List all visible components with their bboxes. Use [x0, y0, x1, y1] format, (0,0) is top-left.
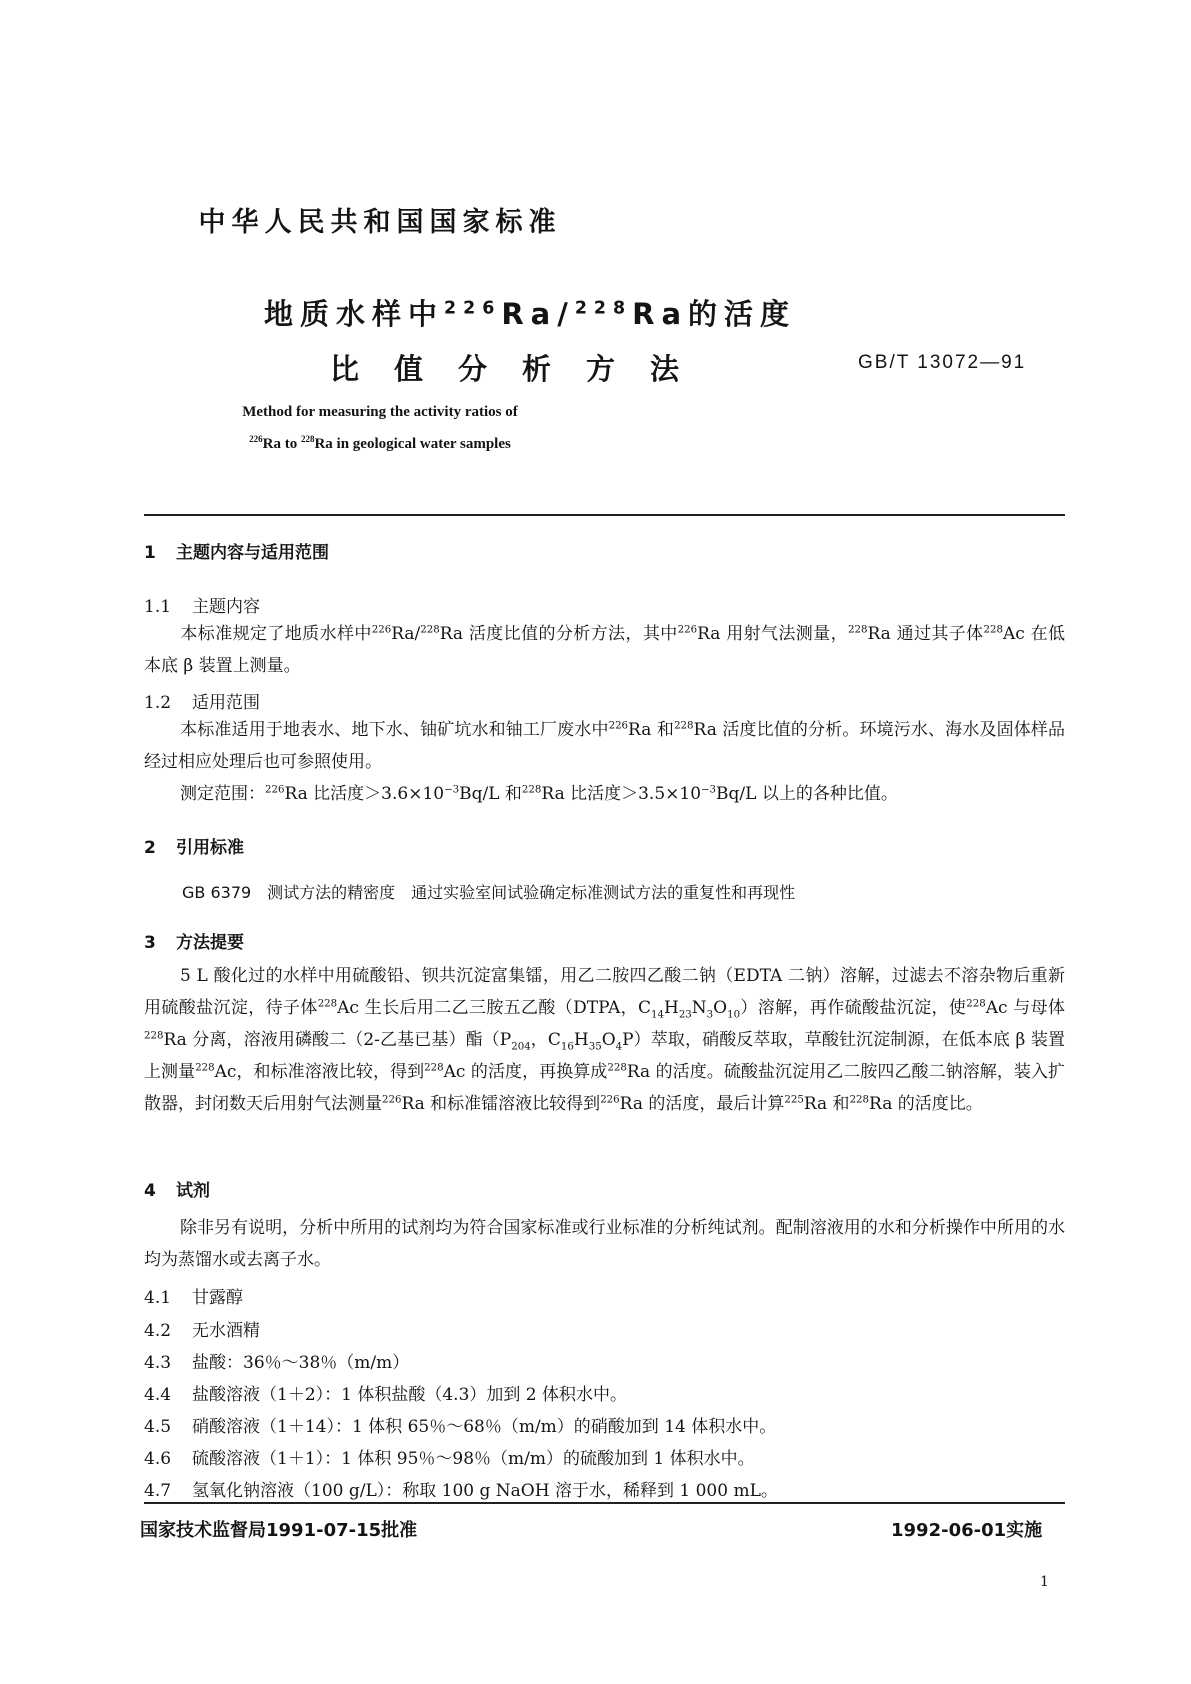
english-title-line1: Method for measuring the activity ratios of	[242, 404, 518, 420]
section-3-heading: 3 方法提要	[144, 933, 244, 953]
reagent-item: 4.1 甘露醇	[144, 1288, 243, 1308]
header-divider	[144, 514, 1065, 516]
effective-date: 1992-06-01实施	[891, 1520, 1043, 1541]
standard-category-title: 中华人民共和国国家标准	[198, 207, 562, 238]
section-1-1-paragraph: 本标准规定了地质水样中$^{226}$Ra/$^{228}$Ra 活度比值的分析方法，其中$^{226}$Ra 用射气法测量，$^{228}$Ra 通过其子体$^{228}$Ac 在低本底 β 装置上测量。	[144, 624, 1065, 676]
measurement-range-paragraph: 测定范围：$^{226}$Ra 比活度$>3.6\times 10^{-3}Bq/L$ 和$^{228}$Ra 比活度$>3.5\times 10^{-3}Bq/L$ 以上的各种比值。	[180, 784, 898, 804]
method-summary-paragraph: 5 L 酸化过的水样中用硫酸铅、钡共沉淀富集镭，用乙二胺四乙酸二钠（EDTA 二钠）溶解，过滤去不溶杂物后重新用硫酸盐沉淀，待子体$^{228}$Ac 生长后用二乙三胺五乙酸（DTPA，$C_{14}H_{23}N_3O_{10}$）溶解，再作硫酸盐沉淀，使$^{228}$Ac 与母体$^{228}$Ra 分离，溶液用磷酸二（2-乙基已基）酯（$P_{204}$，$C_{16}H_{35}O_4P$）萃取，硝酸反萃取，草酸钍沉淀制源，在低本底 β 装置上测量$^{228}$Ac，和标准溶液比较，得到$^{228}$Ac 的活度，再换算成$^{228}$Ra 的活度。硫酸盐沉淀用乙二胺四乙酸二钠溶解，装入扩散器，封闭数天后用射气法测量$^{226}$Ra 和标准镭溶液比较得到$^{226}$Ra 的活度，最后计算$^{225}$Ra 和$^{228}$Ra 的活度比。	[144, 966, 1066, 1114]
english-title-line2: $^{226}$Ra to $^{228}$Ra in geological water samples	[249, 434, 511, 452]
document-title-line2: 比值分析方法	[330, 352, 715, 386]
reagents-intro-paragraph: 除非另有说明，分析中所用的试剂均为符合国家标准或行业标准的分析纯试剂。配制溶液用的水和分析操作中所用的水均为蒸馏水或去离子水。	[144, 1218, 1065, 1270]
section-2-heading: 2 引用标准	[144, 838, 244, 858]
document-title-line1: 地质水样中$^{226}$Ra/$^{228}$Ra的活度	[264, 297, 797, 331]
section-4-heading: 4 试剂	[144, 1181, 210, 1201]
page-number: 1	[1040, 1574, 1049, 1590]
footer-divider	[144, 1502, 1065, 1504]
referenced-standard: GB 6379 测试方法的精密度 通过实验室间试验确定标准测试方法的重复性和再现性	[182, 883, 796, 902]
section-1-heading: 1 主题内容与适用范围	[144, 543, 329, 563]
reagent-item: 4.7 氢氧化钠溶液（100 g/L）：称取 100 g NaOH 溶于水，稀释到 1 000 mL。	[144, 1481, 778, 1501]
reagent-item: 4.3 盐酸：36％～38％（m/m）	[144, 1353, 410, 1373]
reagent-item: 4.4 盐酸溶液（1＋2）：1 体积盐酸（4.3）加到 2 体积水中。	[144, 1385, 628, 1405]
approval-date: 国家技术监督局1991-07-15批准	[140, 1520, 418, 1541]
reagent-item: 4.6 硫酸溶液（1＋1）：1 体积 95％～98％（m/m）的硫酸加到 1 体积水中。	[144, 1449, 755, 1469]
section-1-1-heading: 1.1 主题内容	[144, 597, 260, 617]
standard-code: GB/T 13072—91	[858, 352, 1027, 373]
reagent-item: 4.2 无水酒精	[144, 1321, 260, 1341]
section-1-2-paragraph: 本标准适用于地表水、地下水、铀矿坑水和铀工厂废水中$^{226}$Ra 和$^{228}$Ra 活度比值的分析。环境污水、海水及固体样品经过相应处理后也可参照使用。	[144, 720, 1066, 772]
reagent-item: 4.5 硝酸溶液（1＋14）：1 体积 65％～68％（m/m）的硝酸加到 14 体积水中。	[144, 1417, 777, 1437]
section-1-2-heading: 1.2 适用范围	[144, 693, 260, 713]
